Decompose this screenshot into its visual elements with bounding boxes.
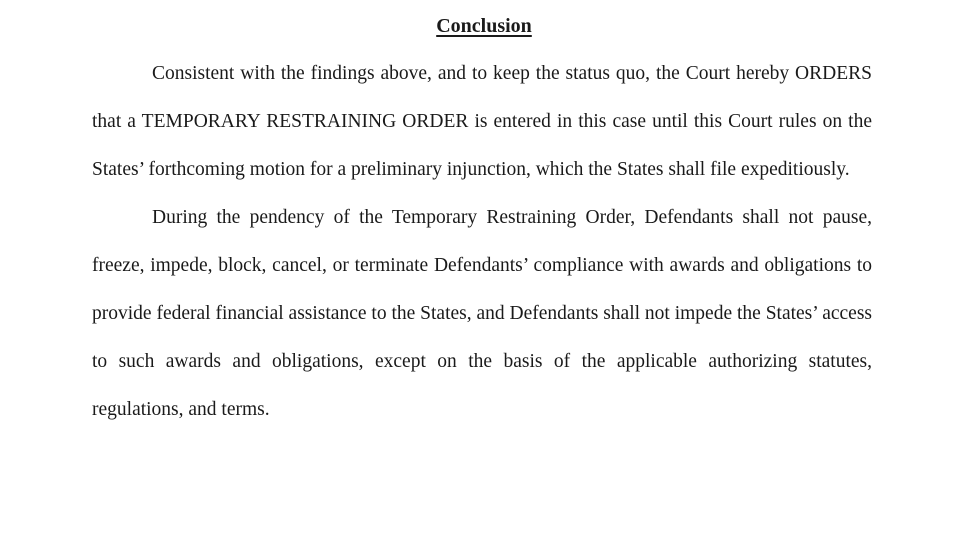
paragraph-tro-terms: During the pendency of the Temporary Restraining Order, Defendants shall not pause, freeze, impede, block, cancel, or terminate Defendants’ compliance with awards and obligations to provide federal financial assistance to the States, and Defendants shall not impede the States’ access to such awards and obligations, except on the basis of the applicable authorizing statutes, regulations, and terms. [92,207,872,420]
paragraph-tro-order: Consistent with the findings above, and to keep the status quo, the Court hereby ORDERS that a TEMPORARY RESTRAINING ORDER is entered in this case until this Court rules on the States’ forthcoming motion for a preliminary injunction, which the States shall file expeditiously. [92,63,872,180]
section-heading: Conclusion [436,15,532,37]
document-body [92,50,872,434]
